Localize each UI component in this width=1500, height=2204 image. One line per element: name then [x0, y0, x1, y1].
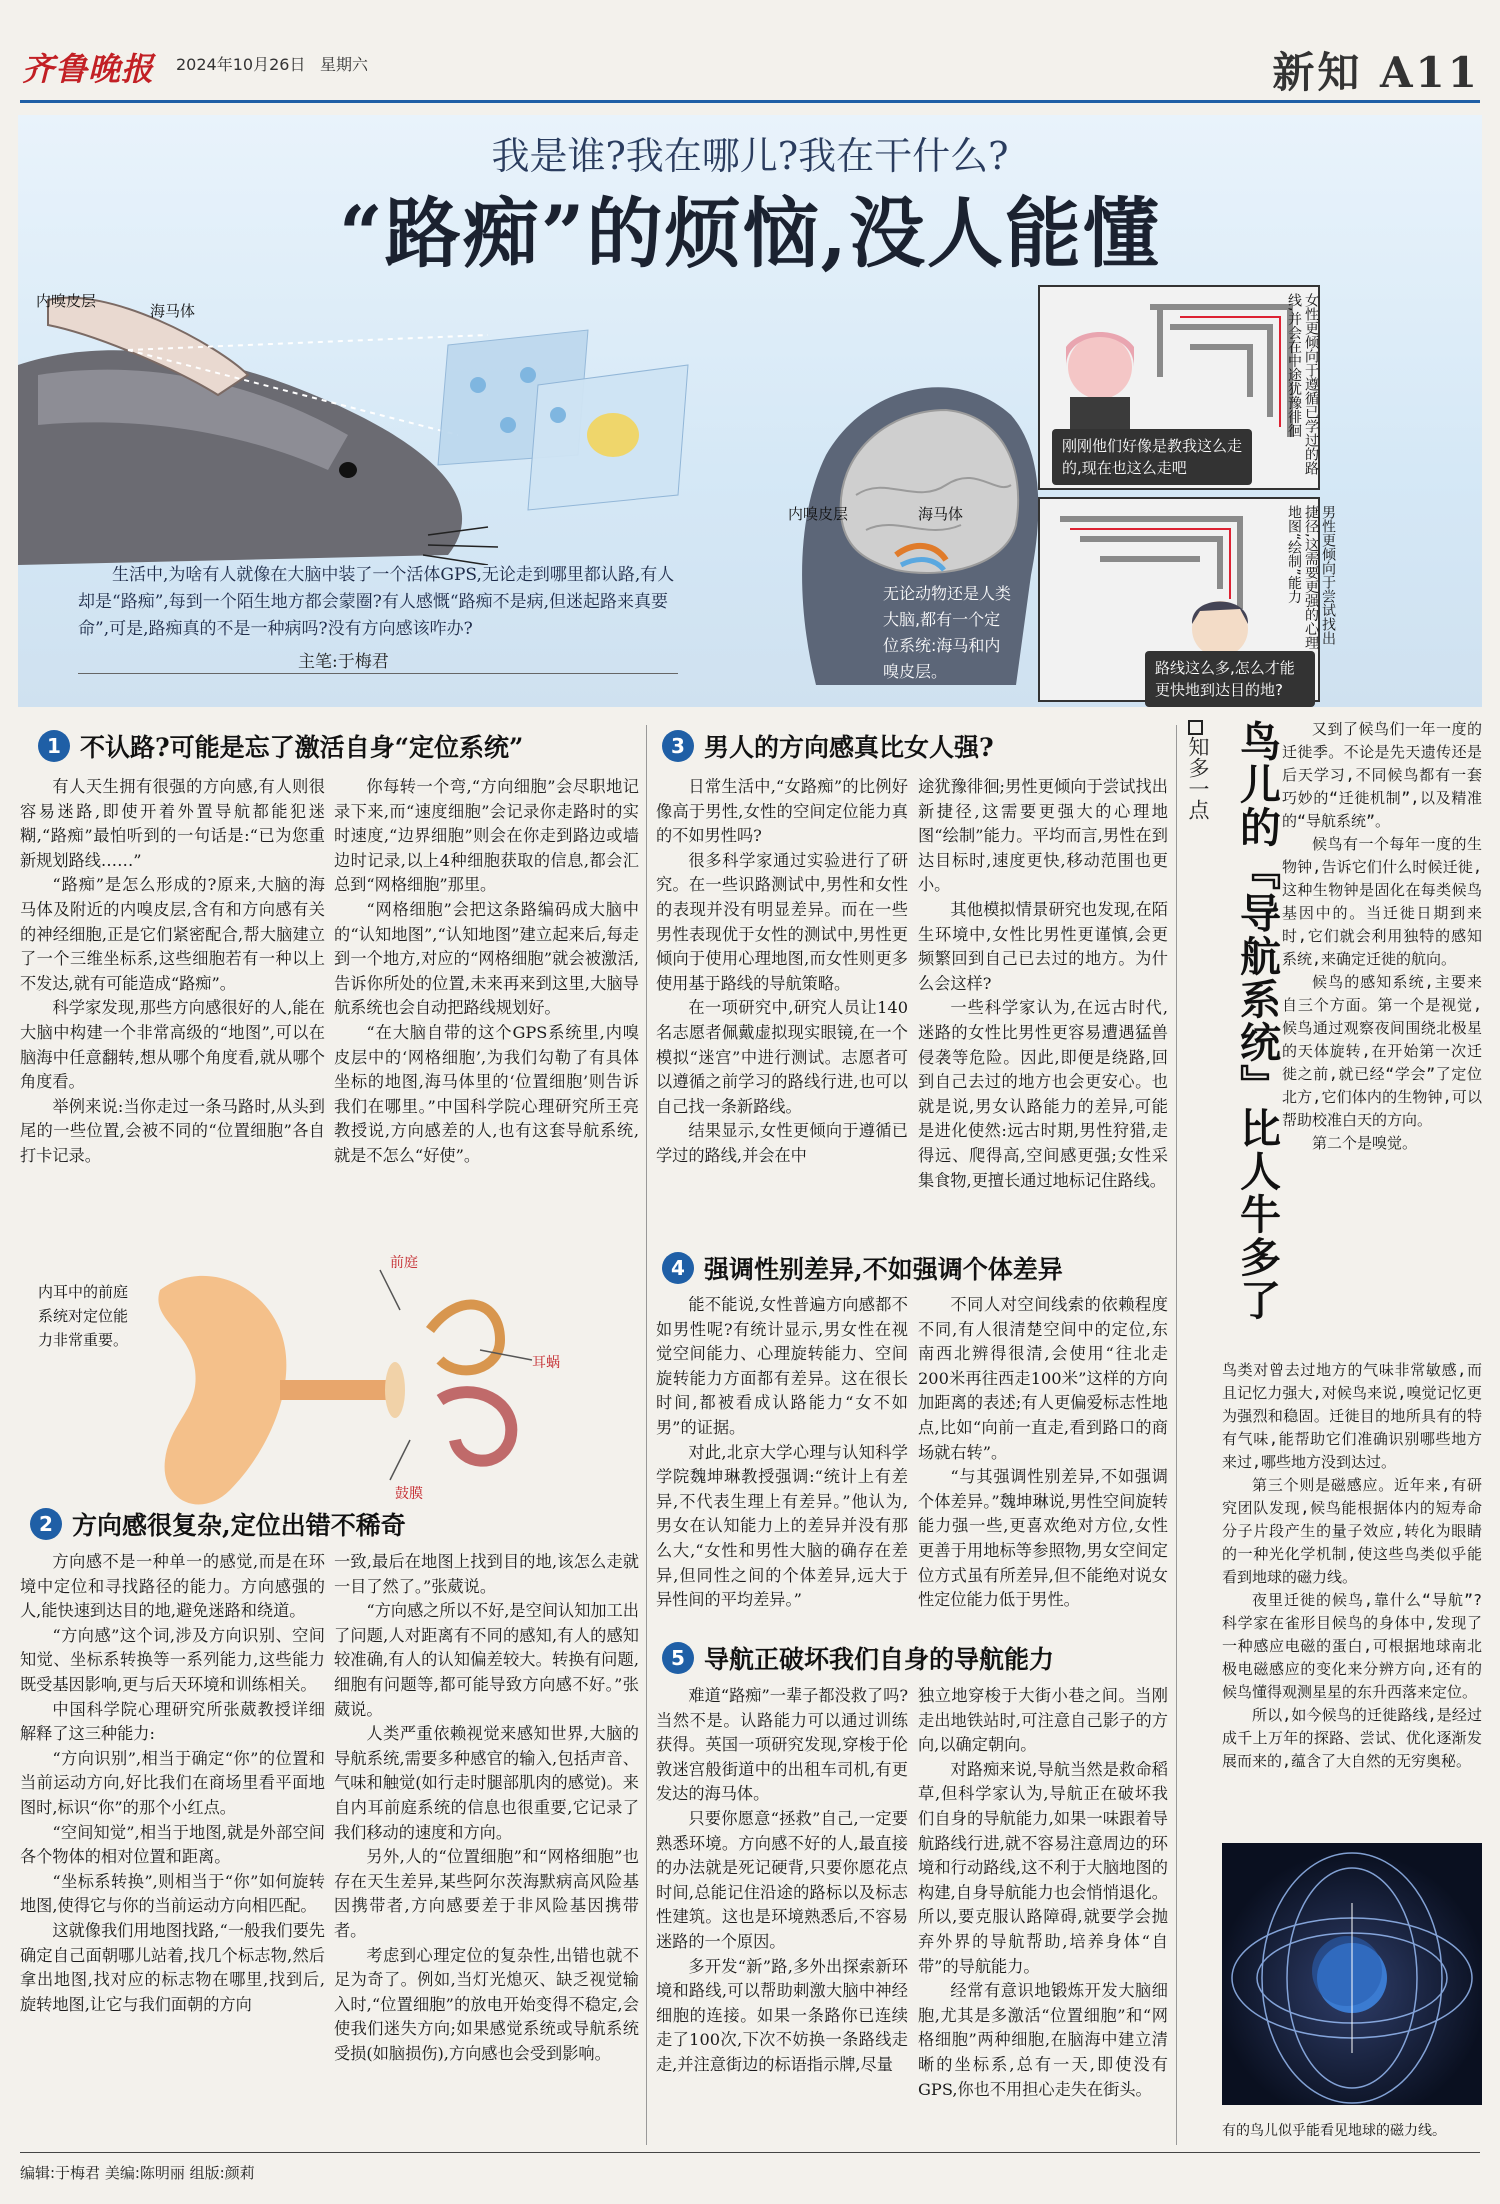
section-number: 4 [662, 1252, 694, 1284]
ear-caption: 内耳中的前庭系统对定位能力非常重要。 [38, 1283, 129, 1349]
label-eardrum: 鼓膜 [395, 1486, 423, 1502]
column-divider [1176, 725, 1177, 2145]
sidebar-title: 鸟儿的『导航系统』比人牛多了 [1233, 720, 1281, 1322]
section-1-column-b [334, 775, 639, 1169]
earth-image-caption: 有的鸟儿似乎能看见地球的磁力线。 [1222, 2123, 1446, 2139]
section-title: 强调性别差异,不如强调个体差异 [704, 1255, 1063, 1284]
paragraph: 你每转一个弯,“方向细胞”会尽职地记录下来,而“速度细胞”会记录你走路时的实时速度,“边界细胞”则会在你走到路边或墙边时记录,以上4种细胞获取的信息,都会汇总到“网格细胞”那里。 [334, 777, 639, 895]
paragraph: 在一项研究中,研究人员让140名志愿者佩戴虚拟现实眼镜,在一个模拟“迷宫”中进行测试。志愿者可以遵循之前学习的路线行进,也可以自己找一条新路线。 [656, 998, 908, 1116]
paragraph: 其他模拟情景研究也发现,在陌生环境中,女性比男性更谨慎,会更频繁回到自己已去过的地方。为什么会这样? [918, 899, 1168, 993]
paragraph: 方向感不是一种单一的感觉,而是在环境中定位和寻找路径的能力。方向感强的人,能快速到达目的地,避免迷路和绕道。 [20, 1552, 325, 1621]
comic2-speech: 路线这么多,怎么才能更快地到达目的地? [1145, 651, 1315, 707]
section-2-heading [30, 1506, 406, 1542]
paragraph: “坐标系转换”,则相当于“你”如何旋转地图,使得它与你的当前运动方向相匹配。 [20, 1871, 325, 1916]
paragraph: 举例来说:当你走过一条马路时,从头到尾的一些位置,会被不同的“位置细胞”各自打卡记录。 [20, 1096, 325, 1165]
footer-rule [20, 2152, 1480, 2153]
masthead [0, 0, 1500, 105]
section-title: 导航正破坏我们自身的导航能力 [704, 1645, 1055, 1674]
paragraph: “方向感之所以不好,是空间认知加工出了问题,人对距离有不同的感知,有人的感知较准确,有人的认知偏差较大。转换有问题,细胞有问题等,都可能导致方向感不好。”张葳说。 [334, 1601, 639, 1719]
section-title: 方向感很复杂,定位出错不稀奇 [72, 1511, 406, 1540]
paragraph: “空间知觉”,相当于地图,就是外部空间各个物体的相对位置和距离。 [20, 1822, 325, 1867]
paragraph: 科学家发现,那些方向感很好的人,能在大脑中构建一个非常高级的“地图”,可以在脑海中任意翻转,想从哪个角度看,就从哪个角度看。 [20, 998, 325, 1092]
paragraph: 能不能说,女性普遍方向感都不如男性呢?有统计显示,男女性在视觉空间能力、心理旋转能力、空间旋转能力方面都有差异。这在很长时间,都被看成认路能力“女不如男”的证据。 [656, 1295, 908, 1437]
label-hippocampus-mouse: 海马体 [150, 302, 196, 320]
section-2-column-a [20, 1550, 325, 2017]
paragraph: 又到了候鸟们一年一度的迁徙季。不论是先天遗传还是后天学习,不同候鸟都有一套巧妙的“迁徙机制”,以及精准的“导航系统”。 [1282, 720, 1482, 830]
section-number: 5 [662, 1642, 694, 1674]
magnetic-field-lines [1222, 1843, 1482, 2105]
paragraph: “路痴”是怎么形成的?原来,大脑的海马体及附近的内嗅皮层,含有和方向感有关的神经细胞,正是它们紧密配合,帮大脑建立了一个三维坐标系,这些细胞若有一种以上不发达,就有可能造成“路痴”。 [20, 875, 325, 993]
paragraph: 考虑到心理定位的复杂性,出错也就不足为奇了。例如,当灯光熄灭、缺乏视觉输入时,“位置细胞”的放电开始变得不稳定,会使我们迷失方向;如果感觉系统或导航系统受损(如脑损伤),方向感也会受到影响。 [334, 1945, 639, 2063]
paragraph: 途犹豫徘徊;男性更倾向于尝试找出新捷径,这需要更强大的心理地图“绘制”能力。平均而言,男性在到达目标时,速度更快,移动范围也更小。 [918, 777, 1168, 895]
newspaper-logo: 齐鲁晚报 [22, 50, 155, 88]
paragraph: 对此,北京大学心理与认知科学学院魏坤琳教授强调:“统计上有差异,不代表生理上有差异。”他认为,男女在认知能力上的差异并没有那么大,“女性和男性大脑的确存在差异,但同性之间的个体差异,远大于异性间的平均差异。” [656, 1442, 908, 1610]
paragraph: 经常有意识地锻炼开发大脑细胞,尤其是多激活“位置细胞”和“网格细胞”两种细胞,在脑海中建立清晰的坐标系,总有一天,即使没有GPS,你也不用担心走失在街头。 [918, 1981, 1168, 2099]
paragraph: 第二个是嗅觉。 [1312, 1134, 1418, 1152]
section-number: 2 [30, 1508, 62, 1540]
paragraph: 中国科学院心理研究所张葳教授详细解释了这三种能力: [20, 1699, 325, 1744]
hero-kicker: 我是谁?我在哪儿?我在干什么? [491, 134, 1009, 178]
label-entorhinal-mouse: 内嗅皮层 [36, 292, 97, 310]
paragraph: 这就像我们用地图找路,“一般我们要先确定自己面朝哪儿站着,找几个标志物,然后拿出地图,找对应的标志物在哪里,找到后,旋转地图,让它与我们面朝的方向 [20, 1920, 325, 2014]
paragraph: 第三个则是磁感应。近年来,有研究团队发现,候鸟能根据体内的短寿命分子片段产生的量子效应,转化为眼睛的一种光化学机制,使这些鸟类似乎能看到地球的磁力线。 [1222, 1476, 1482, 1586]
section-1-heading [38, 728, 523, 764]
hero-illustration [18, 115, 1482, 707]
paragraph: 一些科学家认为,在远古时代,迷路的女性比男性更容易遭遇猛兽侵袭等危险。因此,即便是绕路,回到自己去过的地方也会更安心。也就是说,男女认路能力的差异,可能是进化使然:远古时期,男性狩猎,走得远、爬得高,空间感更强;女性采集食物,更擅长通过地标记住路线。 [918, 998, 1168, 1190]
section-4-column-b [918, 1293, 1168, 1613]
section-1-column-a [20, 775, 325, 1169]
label-cochlea: 耳蜗 [532, 1355, 560, 1371]
paragraph: “网格细胞”会把这条路编码成大脑中的“认知地图”,“认知地图”建立起来后,每走到一个地方,对应的“网格细胞”就会被激活,告诉你所处的位置,未来再来到这里,大脑导航系统也会自动把路线规划好。 [334, 899, 639, 1018]
label-vestibule: 前庭 [390, 1255, 418, 1271]
label-hippocampus-brain: 海马体 [918, 505, 964, 523]
section-3-column-a [656, 775, 908, 1169]
byline-rule [78, 673, 678, 674]
paragraph: 很多科学家通过实验进行了研究。在一些识路测试中,男性和女性的表现并没有明显差异。而在一些男性表现优于女性的测试中,男性更倾向于使用心理地图,而女性则更多使用基于路线的导航策略。 [656, 850, 908, 993]
paragraph: 候鸟的感知系统,主要来自三个方面。第一个是视觉,候鸟通过观察夜间围绕北极星的天体旋转,在开始第一次迁徙之前,就已经“学会”了定位北方,它们体内的生物钟,可以帮助校准白天的方向。 [1282, 973, 1482, 1129]
sidebar-tag: 知多一点 [1186, 736, 1210, 820]
paragraph: 有人天生拥有很强的方向感,有人则很容易迷路,即使开着外置导航都能犯迷糊,“路痴”最怕听到的一句话是:“已为您重新规划路线……” [20, 777, 325, 870]
paragraph: 只要你愿意“拯救”自己,一定要熟悉环境。方向感不好的人,最直接的办法就是死记硬背,只要你愿花点时间,总能记住沿途的路标以及标志性建筑。这也是环境熟悉后,不容易迷路的一个原因。 [656, 1808, 908, 1951]
grid-cell-panels [418, 325, 748, 535]
paragraph: 一致,最后在地图上找到目的地,该怎么走就一目了然了。”张葳说。 [334, 1552, 639, 1596]
credits-footer: 编辑:于梅君 美编:陈明丽 组版:颜莉 [20, 2164, 255, 2182]
paragraph: 独立地穿梭于大街小巷之间。当刚走出地铁站时,可注意自己影子的方向,以确定朝向。 [918, 1686, 1168, 1755]
section-3-column-b [918, 775, 1168, 1193]
comic-panel-female [1038, 285, 1320, 490]
sidebar-column-narrow [1282, 718, 1482, 1155]
issue-weekday: 星期六 [320, 55, 369, 74]
paragraph: “方向识别”,相当于确定“你”的位置和当前运动方向,好比我们在商场里看平面地图时,标识“你”的那个小红点。 [20, 1748, 325, 1817]
section-5-column-b [918, 1684, 1168, 2102]
comic1-speech: 刚刚他们好像是教我这么走的,现在也这么走吧 [1052, 429, 1252, 485]
paragraph: 不同人对空间线索的依赖程度不同,有人很清楚空间中的定位,东南西北辨得很清,会使用“往北走200米再往西走100米”这样的方向加距离的表述;有人更偏爱标志性地点,比如“向前一直走,看到路口的商场就右转”。 [918, 1295, 1168, 1462]
comic-panel-male [1038, 497, 1336, 702]
paragraph: 多开发“新”路,多外出探索新环境和路线,可以帮助刺激大脑中神经细胞的连接。如果一条路你已连续走了100次,下次不妨换一条路线走走,并注意街边的标语指示牌,尽量 [656, 1956, 908, 2074]
paragraph: 人类严重依赖视觉来感知世界,大脑的导航系统,需要多种感官的输入,包括声音、气味和触觉(如行走时腿部肌肉的感觉)。来自内耳前庭系统的信息也很重要,它记录了我们移动的速度和方向。 [334, 1724, 639, 1842]
column-divider [646, 725, 647, 2145]
masthead-rule [20, 100, 1480, 103]
earth-magnetic-field-image [1222, 1843, 1482, 2105]
section-5-heading [662, 1640, 1054, 1676]
section-title: 男人的方向感真比女人强? [704, 733, 994, 762]
paragraph: “在大脑自带的这个GPS系统里,内嗅皮层中的‘网格细胞’,为我们勾勒了有具体坐标的地图,海马体里的‘位置细胞’则告诉我们在哪里。”中国科学院心理研究所王亮教授说,方向感差的人,也有这套导航系统,就是不怎么“好使”。 [334, 1022, 639, 1165]
section-title: 不认路?可能是忘了激活自身“定位系统” [80, 733, 524, 762]
paragraph: 对路痴来说,导航当然是救命稻草,但科学家认为,导航正在破坏我们自身的导航能力,如果一味跟着导航路线行进,就不容易注意周边的环境和行动路线,这不利于大脑地图的构建,自身导航能力也会悄悄退化。所以,要克服认路障碍,就要学会抛弃外界的导航帮助,培养身体“自带”的导航能力。 [918, 1759, 1168, 1976]
sidebar-column-wide [1222, 1359, 1482, 1773]
byline: 主笔:于梅君 [298, 652, 389, 672]
hero-headline: “路痴”的烦恼,没人能懂 [339, 189, 1161, 278]
section-4-column-a [656, 1293, 908, 1613]
paragraph: 结果显示,女性更倾向于遵循已学过的路线,并会在中 [656, 1121, 908, 1165]
paragraph: 鸟类对曾去过地方的气味非常敏感,而且记忆力强大,对候鸟来说,嗅觉记忆更为强烈和稳固。迁徙目的地所具有的特有气味,能帮助它们准确识别哪些地方来过,哪些地方没到达过。 [1222, 1361, 1482, 1471]
inner-ear-illustration [140, 1250, 560, 1530]
section-3-heading [662, 728, 994, 764]
section-number: 3 [662, 730, 694, 762]
paragraph: 候鸟有一个每年一度的生物钟,告诉它们什么时候迁徙,这种生物钟是固化在每类候鸟基因中的。当迁徙日期到来时,它们就会利用独特的感知系统,来确定迁徙的航向。 [1282, 835, 1482, 968]
paragraph: “与其强调性别差异,不如强调个体差异。”魏坤琳说,男性空间旋转能力强一些,更喜欢绝对方位,女性更善于用地标等参照物,男女空间定位方式虽有所差异,但不能绝对说女性定位能力低于男性。 [918, 1467, 1168, 1610]
label-entorhinal-brain: 内嗅皮层 [788, 505, 849, 523]
comic1-note: 女性更倾向于遵循已学过的路线,并会在中途犹豫徘徊 [1286, 293, 1319, 475]
sidebar-tag-box [1188, 720, 1203, 735]
paragraph: 难道“路痴”一辈子都没救了吗?当然不是。认路能力可以通过训练获得。英国一项研究发现,穿梭于伦敦迷宫般街道中的出租车司机,有更发达的海马体。 [656, 1686, 908, 1804]
hero-lede: 生活中,为啥有人就像在大脑中装了一个活体GPS,无论走到哪里都认路,有人却是“路痴”,每到一个陌生地方都会蒙圈?有人感慨“路痴不是病,但迷起路来真要命”,可是,路痴真的不是一种病吗?没有方向感该咋办? [78, 565, 675, 639]
section-2-column-b [334, 1550, 639, 2066]
section-4-heading [662, 1250, 1063, 1286]
page-section: 新知 A11 [1272, 48, 1480, 97]
paragraph: 夜里迁徙的候鸟,靠什么“导航”?科学家在雀形目候鸟的身体中,发现了一种感应电磁的蛋白,可根据地球南北极电磁感应的变化来分辨方向,还有的候鸟懂得观测星星的东升西落来定位。 [1222, 1591, 1482, 1701]
paragraph: 日常生活中,“女路痴”的比例好像高于男性,女性的空间定位能力真的不如男性吗? [656, 777, 908, 846]
section-number: 1 [38, 730, 70, 762]
paragraph: 所以,如今候鸟的迁徙路线,是经过成千上万年的探路、尝试、优化逐渐发展而来的,蕴含了大自然的无穷奥秘。 [1222, 1706, 1482, 1770]
issue-date: 2024年10月26日 [176, 55, 306, 74]
paragraph: “方向感”这个词,涉及方向识别、空间知觉、坐标系转换等一系列能力,这些能力既受基因影响,更与后天环境和训练相关。 [20, 1625, 325, 1694]
brain-caption: 无论动物还是人类大脑,都有一个定位系统:海马和内嗅皮层。 [883, 584, 1012, 681]
paragraph: 另外,人的“位置细胞”和“网格细胞”也存在天生差异,某些阿尔茨海默病高风险基因携带者,方向感要差于非风险基因携带者。 [334, 1847, 639, 1940]
comic2-note: 男性更倾向于尝试找出捷径,这需要更强的心理地图“绘制”能力 [1286, 505, 1336, 650]
section-5-column-a [656, 1684, 908, 2078]
